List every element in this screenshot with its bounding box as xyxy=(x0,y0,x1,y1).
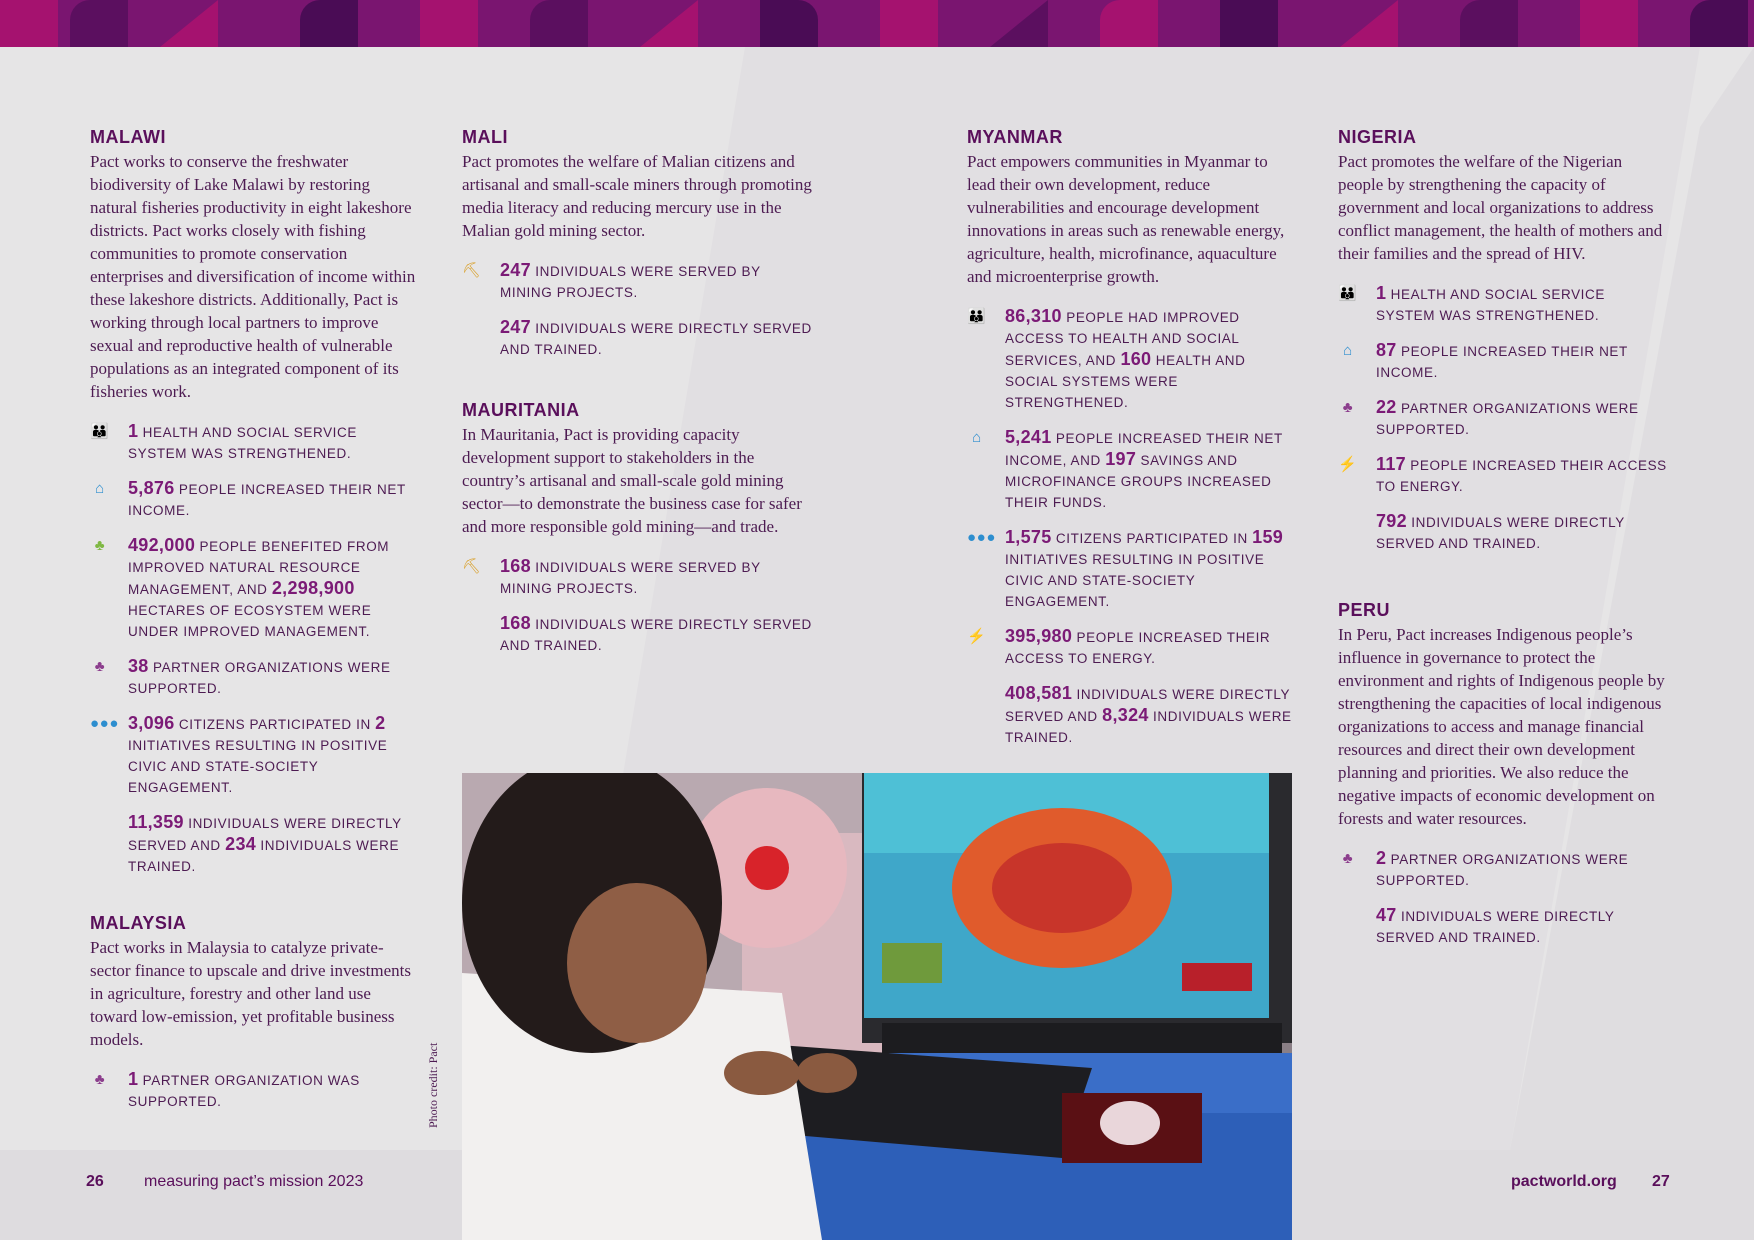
stat-item: ⌂ 5,876 PEOPLE INCREASED THEIR NET INCOME. xyxy=(90,478,420,521)
mining-icon: ⛏ xyxy=(462,558,482,575)
stat-item: ⌂ 5,241 PEOPLE INCREASED THEIR NET INCOME, AND 197 SAVINGS AND MICROFINANCE GROUPS INCREASED THEIR FUNDS. xyxy=(967,427,1297,513)
country-heading: MYANMAR xyxy=(967,127,1063,147)
stat-item: ●●● 3,096 CITIZENS PARTICIPATED IN 2 INITIATIVES RESULTING IN POSITIVE CIVIC AND STATE-SOCIETY ENGAGEMENT. xyxy=(90,713,388,795)
country-heading: MALAYSIA xyxy=(90,913,187,933)
citizens-icon: ●●● xyxy=(90,715,119,732)
stat-item: 👪 86,310 PEOPLE HAD IMPROVED ACCESS TO HEALTH AND SOCIAL SERVICES, AND 160 HEALTH AND SOCIAL SYSTEMS WERE STRENGTHENED. xyxy=(967,306,1246,410)
photo-illustration xyxy=(462,773,1292,1240)
stats-list xyxy=(462,260,812,360)
stats-list xyxy=(967,306,1297,748)
country-section-myanmar xyxy=(967,127,1297,748)
pattern-tile xyxy=(0,0,58,47)
country-description: In Mauritania, Pact is providing capacity development support to stakeholders in the country’s artisanal and small-scale gold mining sector—to demonstrate the business case for safer and more responsible gold mining—and trade. xyxy=(462,425,802,536)
country-heading: PERU xyxy=(1338,600,1391,620)
pattern-tile xyxy=(70,0,128,47)
stat-item: ⛏ 168 INDIVIDUALS WERE SERVED BY MINING PROJECTS. xyxy=(462,556,761,596)
page-number-left: 26 xyxy=(86,1173,104,1190)
income-icon: ⌂ xyxy=(95,480,105,497)
stat-item: 792 INDIVIDUALS WERE DIRECTLY SERVED AND TRAINED. xyxy=(1376,511,1625,551)
stats-list xyxy=(90,421,420,877)
health-icon: 👪 xyxy=(1338,285,1358,302)
stat-item: ♣ 22 PARTNER ORGANIZATIONS WERE SUPPORTED. xyxy=(1338,397,1668,440)
stat-item: ⚡ 117 PEOPLE INCREASED THEIR ACCESS TO ENERGY. xyxy=(1338,454,1667,494)
stats-list xyxy=(90,1069,420,1112)
photo-boy-at-computer xyxy=(462,773,1292,1240)
country-heading: MALI xyxy=(462,127,508,147)
pattern-tile xyxy=(1340,0,1398,47)
country-section-mauritania xyxy=(462,400,812,656)
stat-item: ⚡ 395,980 PEOPLE INCREASED THEIR ACCESS TO ENERGY. xyxy=(967,626,1271,666)
pattern-tile xyxy=(1220,0,1278,47)
website-link[interactable]: pactworld.org xyxy=(1511,1173,1617,1190)
stat-item: ♣ 1 PARTNER ORGANIZATION WAS SUPPORTED. xyxy=(90,1069,420,1112)
partner-icon: ♣ xyxy=(1342,399,1354,416)
energy-icon: ⚡ xyxy=(1338,456,1358,473)
country-heading: MAURITANIA xyxy=(462,400,580,420)
country-description: Pact promotes the welfare of the Nigerian people by strengthening the capacity of government and local organizations to address conflict management, the health of mothers and their families and the spread of HIV. xyxy=(1338,152,1663,263)
pattern-tile xyxy=(1100,0,1158,47)
country-description: Pact promotes the welfare of Malian citizens and artisanal and small-scale miners through promoting media literacy and reducing mercury use in the Malian gold mining sector. xyxy=(462,152,812,240)
stats-list xyxy=(462,556,812,656)
country-section-mali xyxy=(462,127,812,360)
stat-item: 👪 1 HEALTH AND SOCIAL SERVICE SYSTEM WAS STRENGTHENED. xyxy=(90,421,357,461)
country-description: Pact works to conserve the freshwater biodiversity of Lake Malawi by restoring natural fisheries productivity in eight lakeshore districts. Pact works closely with fishing communities to promote conservation enterprises and diversification of income within these lakeshore districts. Additionally, Pact is working through local partners to improve sexual and reproductive health of vulnerable populations as an integrated component of its fisheries work. xyxy=(90,152,416,401)
pattern-tile xyxy=(1690,0,1748,47)
stat-item: ♣ 492,000 PEOPLE BENEFITED FROM IMPROVED NATURAL RESOURCE MANAGEMENT, AND 2,298,900 HECTARES OF ECOSYSTEM WERE UNDER IMPROVED MANAGEMENT. xyxy=(90,535,420,642)
publication-title: measuring pact’s mission 2023 xyxy=(144,1173,364,1190)
stats-list xyxy=(1338,848,1668,948)
stat-item: 11,359 INDIVIDUALS WERE DIRECTLY SERVED AND 234 INDIVIDUALS WERE TRAINED. xyxy=(128,812,402,874)
country-description: Pact works in Malaysia to catalyze private-sector finance to upscale and drive investments in agriculture, forestry and other land use toward low-emission, yet profitable business models. xyxy=(90,938,411,1049)
pattern-tile xyxy=(1460,0,1518,47)
country-description: In Peru, Pact increases Indigenous people’s influence in governance to protect the environment and rights of Indigenous people by strengthening the capacities of local indigenous organizations to access and manage financial resources and direct their own development planning and priorities. We also reduce the negative impacts of economic development on forests and water resources. xyxy=(1338,625,1665,828)
stats-list xyxy=(1338,283,1668,554)
stat-item: 168 INDIVIDUALS WERE DIRECTLY SERVED AND TRAINED. xyxy=(500,613,812,653)
pattern-tile xyxy=(640,0,698,47)
pattern-tile xyxy=(160,0,218,47)
country-section-malaysia xyxy=(90,913,420,1112)
country-section-malawi xyxy=(90,127,420,877)
country-section-peru xyxy=(1338,600,1668,948)
country-heading: MALAWI xyxy=(90,127,166,147)
pattern-tile xyxy=(880,0,938,47)
stat-item: ♣ 38 PARTNER ORGANIZATIONS WERE SUPPORTED. xyxy=(90,656,420,699)
photo-credit: Photo credit: Pact xyxy=(426,1042,440,1128)
page-number-right: 27 xyxy=(1652,1173,1670,1190)
country-section-nigeria xyxy=(1338,127,1668,554)
column-1 xyxy=(90,127,420,1126)
nature-icon: ♣ xyxy=(94,537,106,554)
stat-item: 👪 1 HEALTH AND SOCIAL SERVICE SYSTEM WAS STRENGTHENED. xyxy=(1338,283,1605,323)
energy-icon: ⚡ xyxy=(967,628,987,645)
country-description: Pact empowers communities in Myanmar to lead their own development, reduce vulnerabilities and encourage development innovations in areas such as renewable energy, agriculture, health, microfinance, aquaculture and microenterprise growth. xyxy=(967,152,1285,286)
stat-item: 408,581 INDIVIDUALS WERE DIRECTLY SERVED AND 8,324 INDIVIDUALS WERE TRAINED. xyxy=(1005,683,1292,745)
citizens-icon: ●●● xyxy=(967,529,996,546)
pattern-tile xyxy=(420,0,478,47)
health-icon: 👪 xyxy=(90,423,110,440)
pattern-tile xyxy=(1580,0,1638,47)
stat-item: ♣ 2 PARTNER ORGANIZATIONS WERE SUPPORTED. xyxy=(1338,848,1668,891)
partner-icon: ♣ xyxy=(1342,850,1354,867)
mining-icon: ⛏ xyxy=(462,262,482,279)
stat-item: ⛏ 247 INDIVIDUALS WERE SERVED BY MINING PROJECTS. xyxy=(462,260,761,300)
partner-icon: ♣ xyxy=(94,1071,106,1088)
pattern-tile xyxy=(530,0,588,47)
top-pattern-band xyxy=(0,0,1754,47)
column-4 xyxy=(1338,127,1668,962)
income-icon: ⌂ xyxy=(972,429,982,446)
pattern-tile xyxy=(300,0,358,47)
stat-item: 247 INDIVIDUALS WERE DIRECTLY SERVED AND TRAINED. xyxy=(500,317,812,357)
column-2 xyxy=(462,127,812,670)
stat-item: 47 INDIVIDUALS WERE DIRECTLY SERVED AND TRAINED. xyxy=(1376,905,1615,945)
pattern-tile xyxy=(760,0,818,47)
partner-icon: ♣ xyxy=(94,658,106,675)
income-icon: ⌂ xyxy=(1343,342,1353,359)
pattern-tile xyxy=(990,0,1048,47)
stat-item: ●●● 1,575 CITIZENS PARTICIPATED IN 159 INITIATIVES RESULTING IN POSITIVE CIVIC AND STATE-SOCIETY ENGAGEMENT. xyxy=(967,527,1284,609)
country-heading: NIGERIA xyxy=(1338,127,1417,147)
column-3 xyxy=(967,127,1297,762)
health-icon: 👪 xyxy=(967,308,987,325)
stat-item: ⌂ 87 PEOPLE INCREASED THEIR NET INCOME. xyxy=(1338,340,1668,383)
